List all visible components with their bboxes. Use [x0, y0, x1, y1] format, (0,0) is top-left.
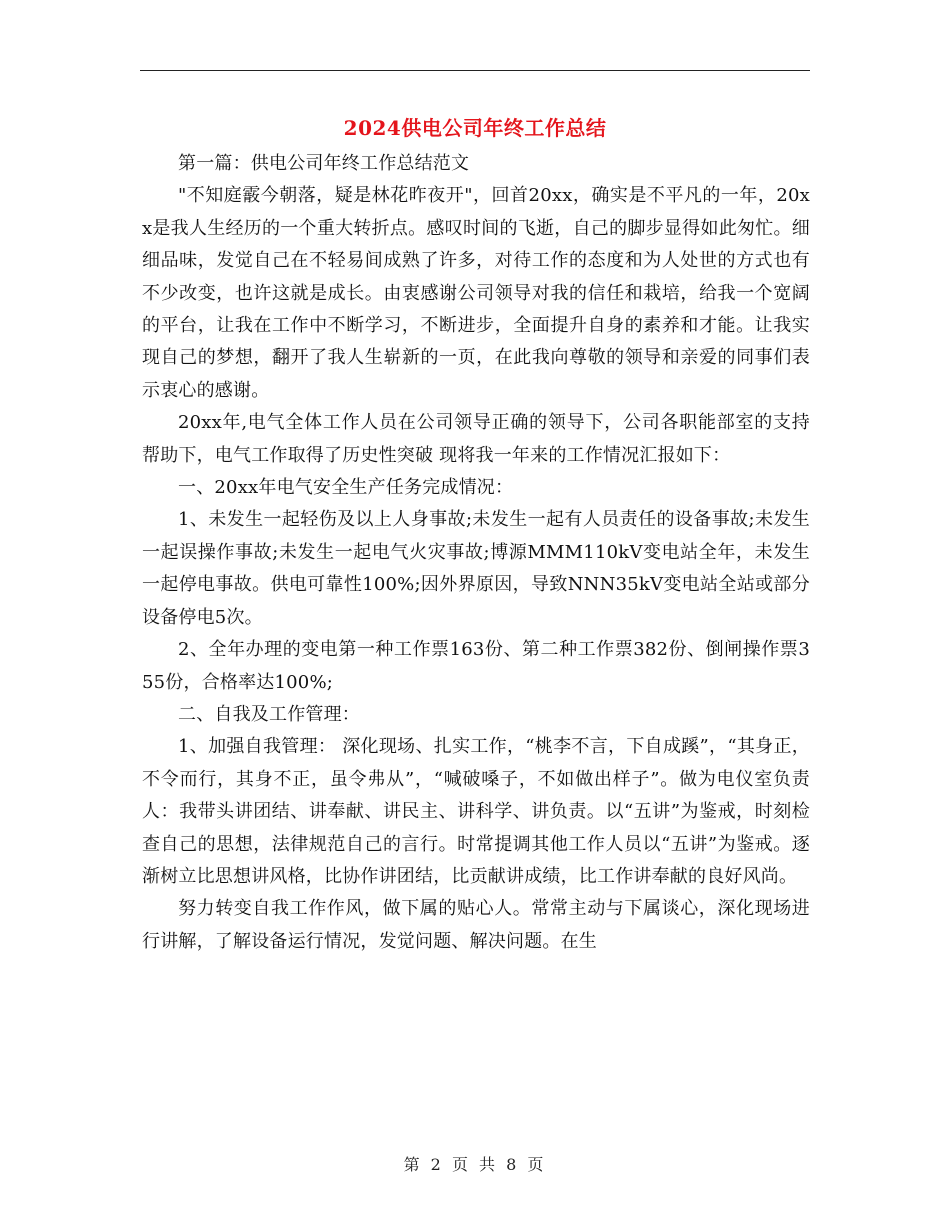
body-paragraph: 1、未发生一起轻伤及以上人身事故;未发生一起有人员责任的设备事故;未发生一起误操作事故;未发生一起电气火灾事故;博源MMM110kV变电站全年，未发生一起停电事故。供电可靠性100%;因外界原因，导致NNN35kV变电站全站或部分设备停电5次。	[142, 509, 810, 628]
document-title: 2024供电公司年终工作总结	[343, 116, 607, 140]
body-paragraph: "不知庭霰今朝落，疑是林花昨夜开"，回首20xx，确实是不平凡的一年，20xx是我人生经历的一个重大转折点。感叹时间的飞逝，自己的脚步显得如此匆忙。细细品味，发觉自己在不轻易间成熟了许多，对待工作的态度和为人处世的方式也有不少改变，也许这就是成长。由衷感谢公司领导对我的信任和栽培，给我一个宽阔的平台，让我在工作中不断学习，不断进步，全面提升自身的素养和才能。让我实现自己的梦想，翻开了我人生崭新的一页，在此我向尊敬的领导和亲爱的同事们表示衷心的感谢。	[142, 185, 810, 401]
section-heading: 二、自我及工作管理：	[178, 703, 360, 725]
document-body	[142, 148, 810, 958]
body-paragraph: 2、全年办理的变电第一种工作票163份、第二种工作票382份、倒闸操作票355份，合格率达100%;	[142, 639, 810, 693]
section-heading: 第一篇：供电公司年终工作总结范文	[178, 153, 470, 174]
body-paragraph: 20xx年,电气全体工作人员在公司领导正确的领导下，公司各职能部室的支持帮助下，电气工作取得了历史性突破 现将我一年来的工作情况汇报如下：	[142, 412, 810, 466]
page-number: 第 2 页 共 8 页	[403, 1155, 547, 1174]
body-paragraph: 1、加强自我管理： 深化现场、扎实工作，“桃李不言，下自成蹊”，“其身正，不令而行，其身不正，虽令弗从”，“喊破嗓子，不如做出样子”。做为电仪室负责人：我带头讲团结、讲奉献、讲民主、讲科学、讲负责。以“五讲”为鉴戒，时刻检查自己的思想，法律规范自己的言行。时常提调其他工作人员以“五讲”为鉴戒。逐渐树立比思想讲风格，比协作讲团结，比贡献讲成绩，比工作讲奉献的良好风尚。	[142, 736, 810, 887]
body-paragraph: 努力转变自我工作作风，做下属的贴心人。常常主动与下属谈心，深化现场进行讲解，了解设备运行情况，发觉问题、解决问题。在生	[142, 898, 810, 952]
section-heading: 一、20xx年电气安全生产任务完成情况：	[178, 477, 514, 499]
header-rule	[140, 70, 810, 71]
